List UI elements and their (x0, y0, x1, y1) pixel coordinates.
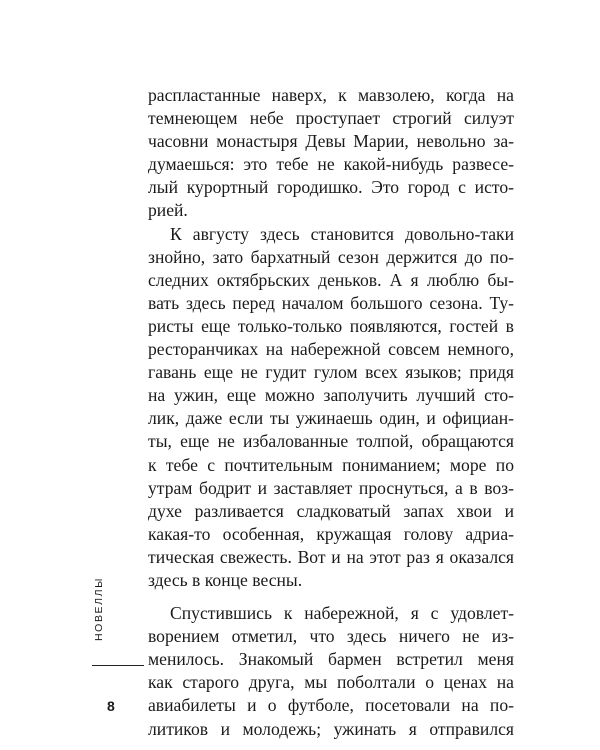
body-text (148, 84, 514, 741)
paragraph-1 (148, 84, 514, 223)
text-line: часовни монастыря Девы Марии, невольно за- (148, 131, 514, 152)
paragraph-gap (148, 592, 514, 602)
text-line: ты, еще не избалованные толпой, обращаются (148, 431, 514, 452)
text-line: как старого друга, мы поболтали о ценах на (148, 672, 514, 693)
text-line: тическая свежесть. Вот и на этот раз я оказался (148, 546, 514, 567)
text-line: ворением отметил, что здесь ничего не из- (148, 626, 514, 647)
text-line: рией. (148, 200, 188, 221)
page-number: 8 (107, 698, 115, 714)
text-line: менилось. Знакомый бармен встретил меня (148, 649, 514, 670)
text-line: Спустившись к набережной, я с удовлет- (170, 603, 514, 624)
text-line: гавань еще не гудит гулом всех языков; придя (148, 362, 514, 383)
text-line: распластанные наверх, к мавзолею, когда на (148, 85, 514, 105)
paragraph-2 (148, 223, 514, 593)
text-line: авиабилеты и о футболе, посетовали на по- (148, 695, 514, 716)
text-line: лый курортный городишко. Это город с исто- (148, 177, 514, 198)
footer-rule (92, 665, 144, 666)
text-line: литиков и молодежь; ужинать я отправился (148, 718, 514, 739)
text-line: думаешься: это тебе не какой-нибудь развесе- (148, 154, 514, 175)
text-line: ресторанчиках на набережной совсем немного, (148, 339, 514, 360)
text-line: утрам бодрит и заставляет проснуться, а в воз- (148, 477, 514, 498)
paragraph-3 (148, 602, 514, 741)
text-line: на ужин, еще можно заполучить лучший сто- (148, 385, 514, 406)
text-line: здесь в конце весны. (148, 569, 303, 590)
section-label: НОВЕЛЛЫ (93, 576, 105, 641)
text-line: следних октябрьских деньков. А я люблю бы- (148, 269, 514, 290)
text-line: к тебе с почтительным пониманием; море по (148, 454, 514, 475)
text-line: ристы еще только-только появляются, гостей в (148, 315, 514, 336)
text-line: лик, даже если ты ужинаешь один, и официан- (148, 408, 514, 429)
text-line: вать здесь перед началом большого сезона. Ту- (148, 292, 514, 313)
text-line: какая-то особенная, кружащая голову адриа- (148, 523, 514, 544)
text-line: темнеющем небе проступает строгий силуэт (148, 108, 514, 129)
text-line: духе разливается сладковатый запах хвои и (148, 500, 514, 521)
text-line: знойно, зато бархатный сезон держится до по- (148, 246, 514, 267)
text-line: К августу здесь становится довольно-таки (170, 223, 514, 244)
